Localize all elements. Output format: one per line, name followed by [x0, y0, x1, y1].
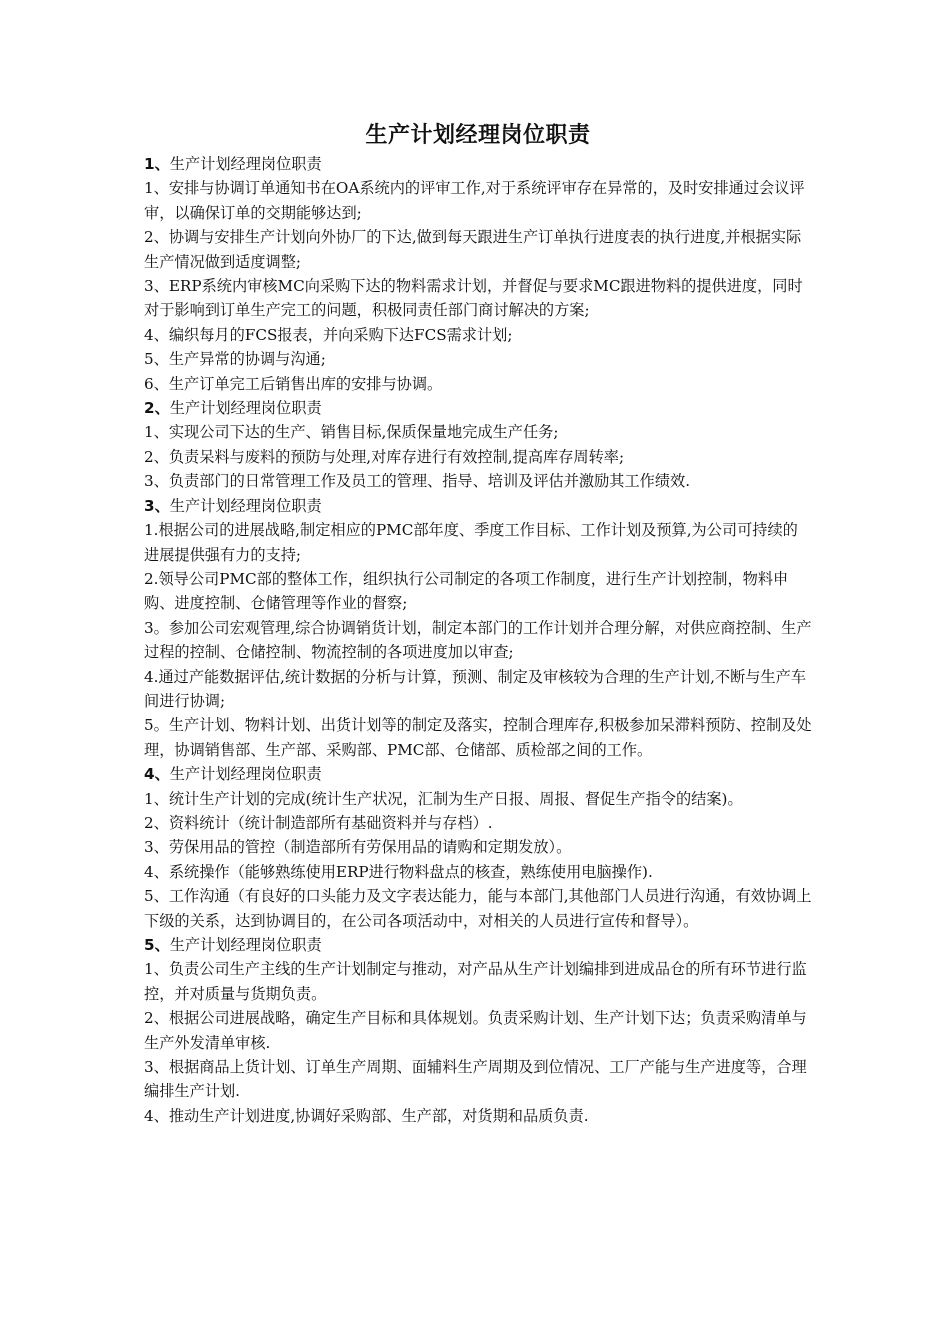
list-item: 4、推动生产计划进度,协调好采购部、生产部，对货期和品质负责.	[144, 1106, 589, 1125]
list-item: 1、安排与协调订单通知书在OA系统内的评审工作,对于系统评审存在异常的，及时安排通过会议评审，以确保订单的交期能够达到;	[144, 179, 805, 222]
list-item: 5、生产异常的协调与沟通;	[144, 350, 326, 369]
list-item: 2、资料统计（统计制造部所有基础资料并与存档）.	[144, 813, 493, 832]
section-number: 3、	[144, 496, 170, 515]
document-title: 生产计划经理岗位职责	[365, 123, 591, 148]
list-item: 1、统计生产计划的完成(统计生产状况，汇制为生产日报、周报、督促生产指令的结案)。	[144, 789, 743, 808]
section-heading	[144, 762, 812, 786]
list-item: 3。参加公司宏观管理,综合协调销货计划，制定本部门的工作计划并合理分解，对供应商控制、生产过程的控制、仓储控制、物流控制的各项进度加以审查;	[144, 618, 812, 662]
section-heading	[144, 396, 812, 420]
list-item: 2、协调与安排生产计划向外协厂的下达,做到每天跟进生产订单执行进度表的执行进度,并根据实际生产情况做到适度调整;	[144, 228, 802, 271]
section-heading-text: 生产计划经理岗位职责	[169, 496, 322, 515]
section-4	[144, 762, 812, 933]
section-heading	[144, 933, 812, 957]
list-item: 3、负责部门的日常管理工作及员工的管理、指导、培训及评估并激励其工作绩效.	[144, 472, 691, 491]
section-5	[144, 933, 812, 1128]
list-item: 3、ERP系统内审核MC向采购下达的物料需求计划，并督促与要求MC跟进物料的提供进度，同时对于影响到订单生产完工的问题，积极同责任部门商讨解决的方案;	[144, 277, 803, 320]
section-heading	[144, 152, 812, 176]
list-item: 2、根据公司进展战略，确定生产目标和具体规划。负责采购计划、生产计划下达；负责采购清单与生产外发清单审核.	[144, 1009, 807, 1052]
list-item: 4、编织每月的FCS报表，并向采购下达FCS需求计划;	[144, 325, 513, 344]
list-item: 5。生产计划、物料计划、出货计划等的制定及落实，控制合理库存,积极参加呆滞料预防、控制及处理，协调销售部、生产部、采购部、PMC部、仓储部、质检部之间的工作。	[144, 716, 812, 759]
section-3	[144, 494, 812, 762]
section-heading-text: 生产计划经理岗位职责	[169, 399, 322, 418]
section-number: 4、	[144, 765, 170, 784]
list-item: 2.领导公司PMC部的整体工作，组织执行公司制定的各项工作制度，进行生产计划控制，物料申购、进度控制、仓储管理等作业的督察;	[144, 569, 789, 613]
list-item: 3、劳保用品的管控（制造部所有劳保用品的请购和定期发放）。	[144, 838, 572, 857]
section-heading-text: 生产计划经理岗位职责	[169, 155, 322, 173]
list-item: 4、系统操作（能够熟练使用ERP进行物料盘点的核查，熟练使用电脑操作).	[144, 862, 653, 881]
list-item: 1、负责公司生产主线的生产计划制定与推动，对产品从生产计划编排到进成品仓的所有环节进行监控，并对质量与货期负责。	[144, 960, 807, 1003]
section-number: 1、	[144, 155, 170, 173]
list-item: 4.通过产能数据评估,统计数据的分析与计算，预测、制定及审核较为合理的生产计划,不断与生产车间进行协调;	[144, 667, 807, 710]
list-item: 6、生产订单完工后销售出库的安排与协调。	[144, 374, 443, 393]
section-heading	[144, 494, 812, 518]
section-2	[144, 396, 812, 494]
list-item: 2、负责呆料与废料的预防与处理,对库存进行有效控制,提高库存周转率;	[144, 447, 625, 466]
list-item: 1.根据公司的进展战略,制定相应的PMC部年度、季度工作目标、工作计划及预算,为公司可持续的进展提供强有力的支持;	[144, 521, 798, 564]
section-number: 2、	[144, 399, 170, 418]
document-page	[144, 120, 812, 1128]
section-1	[144, 152, 812, 396]
section-heading-text: 生产计划经理岗位职责	[169, 765, 322, 784]
section-heading-text: 生产计划经理岗位职责	[169, 936, 322, 954]
list-item: 1、实现公司下达的生产、销售目标,保质保量地完成生产任务;	[144, 423, 559, 442]
section-number: 5、	[144, 936, 170, 954]
list-item: 5、工作沟通（有良好的口头能力及文字表达能力，能与本部门,其他部门人员进行沟通，有效协调上下级的关系，达到协调目的，在公司各项活动中，对相关的人员进行宣传和督导）。	[144, 887, 812, 930]
list-item: 3、根据商品上货计划、订单生产周期、面辅料生产周期及到位情况、工厂产能与生产进度等，合理编排生产计划.	[144, 1058, 807, 1101]
